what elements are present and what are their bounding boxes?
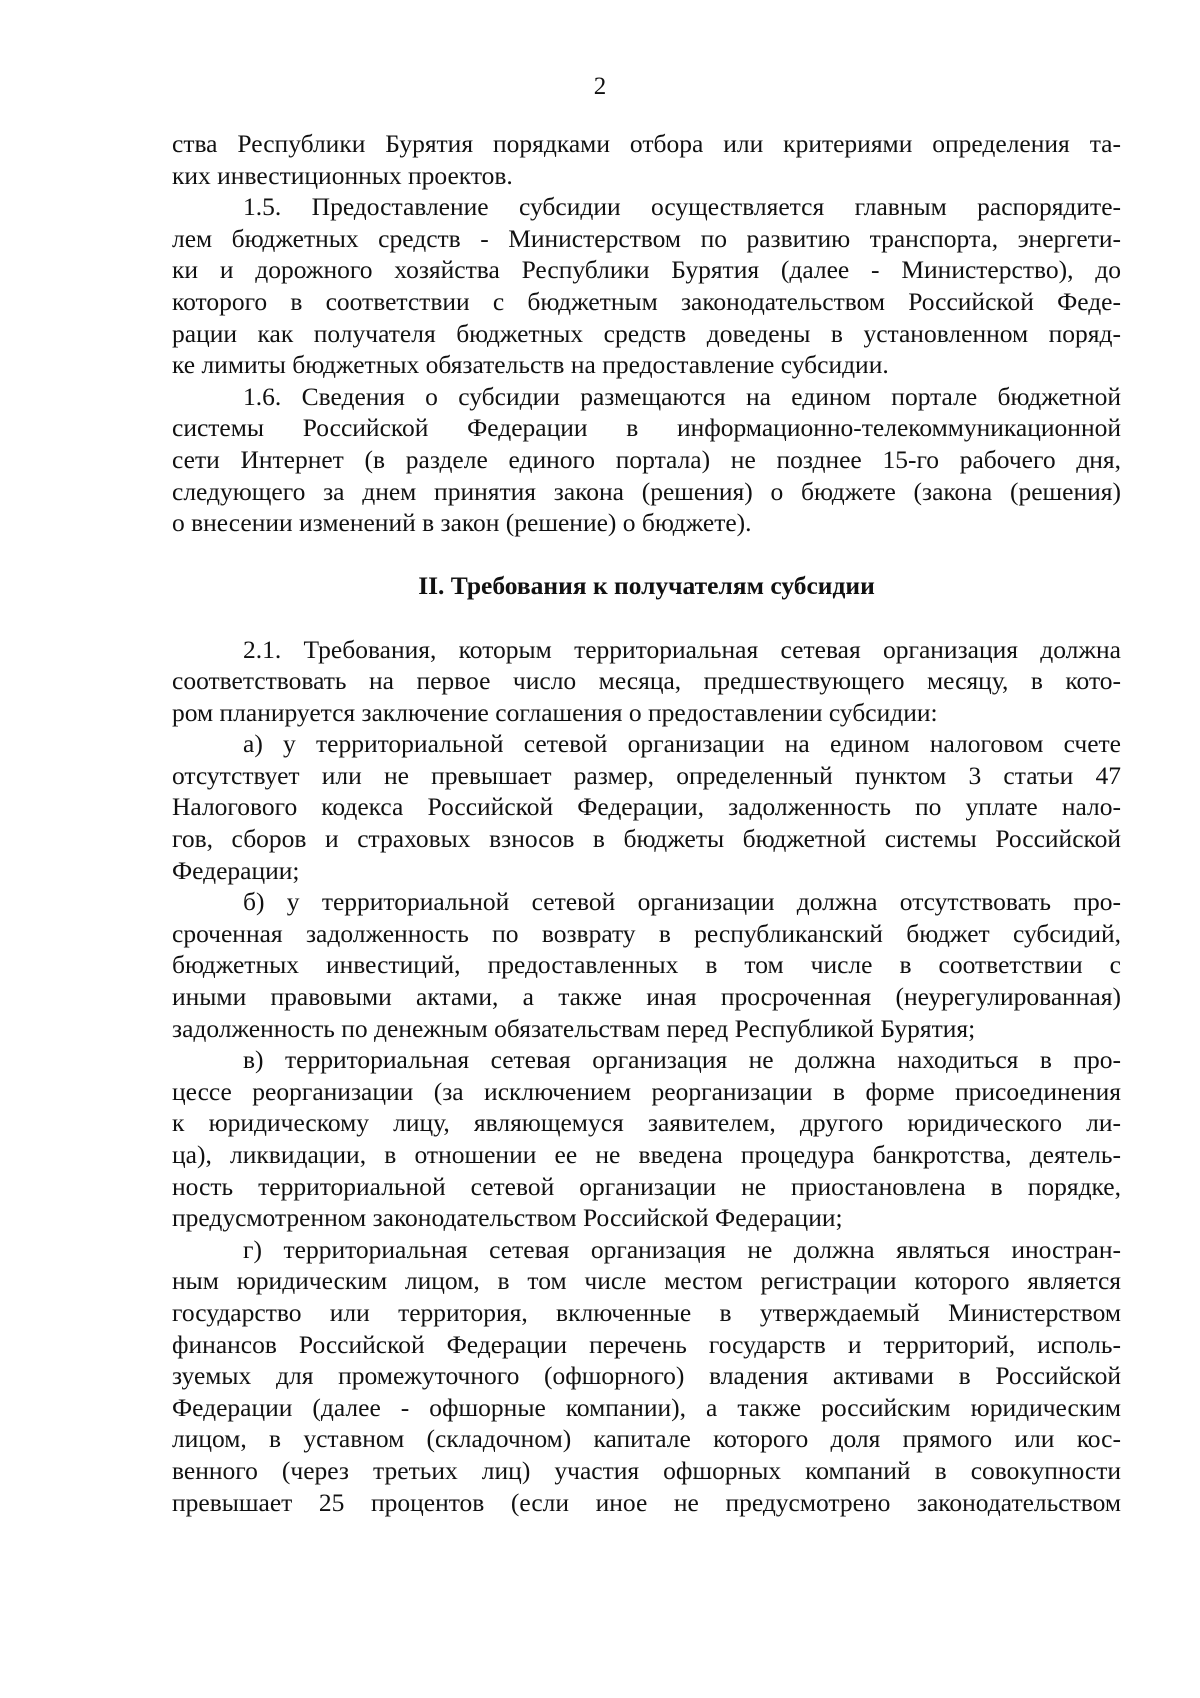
page-number: 2 (593, 73, 607, 100)
text-line: в) территориальная сетевая организация не должна находиться в про- (243, 1045, 1121, 1075)
text-line: Налогового кодекса Российской Федерации, задолженность по уплате нало- (172, 792, 1121, 822)
list-item-b (172, 886, 1121, 1044)
text-line: ность территориальной сетевой организации не приостановлена в порядке, (172, 1171, 1121, 1201)
text-line: венного (через третьих лиц) участия офшорных компаний в совокупности (172, 1455, 1121, 1485)
text-line: 1.6. Сведения о субсидии размещаются на едином портале бюджетной (243, 381, 1121, 411)
text-line: ства Республики Бурятия порядками отбора или критериями определения та- (172, 129, 1121, 158)
text-line: к юридическому лицу, являющемуся заявителем, другого юридического ли- (172, 1108, 1121, 1138)
paragraph-1-6 (172, 381, 1121, 539)
text-line: сроченная задолженность по возврату в республиканский бюджет субсидий, (172, 918, 1121, 948)
paragraph-1-5 (172, 191, 1121, 381)
text-line: ки и дорожного хозяйства Республики Бурятия (далее - Министерство), до (172, 255, 1121, 285)
text-line: г) территориальная сетевая организация не должна являться иностран- (243, 1234, 1121, 1264)
text-line: Федерации (далее - офшорные компании), а также российским юридическим (172, 1392, 1121, 1422)
text-line: государство или территория, включенные в утверждаемый Министерством (172, 1297, 1121, 1327)
text-line: системы Российской Федерации в информационно-телекоммуникационной (172, 413, 1121, 443)
paragraph-continuation (172, 128, 1121, 191)
text-line: ке лимиты бюджетных обязательств на предоставление субсидии. (172, 350, 889, 380)
text-line: превышает 25 процентов (если иное не предусмотрено законодательством (172, 1487, 1121, 1517)
text-line: ца), ликвидации, в отношении ее не введена процедура банкротства, деятель- (172, 1140, 1121, 1169)
text-line: цессе реорганизации (за исключением реорганизации в форме присоединения (172, 1076, 1121, 1106)
text-line: 1.5. Предоставление субсидии осуществляется главным распорядите- (243, 192, 1121, 222)
text-line: б) у территориальной сетевой организации должна отсутствовать про- (243, 887, 1121, 917)
section-heading: II. Требования к получателям субсидии (418, 571, 875, 601)
text-line: 2.1. Требования, которым территориальная сетевая организация должна (243, 634, 1121, 664)
text-line: гов, сборов и страховых взносов в бюджеты бюджетной системы Российской (172, 824, 1121, 854)
list-item-v (172, 1044, 1121, 1234)
text-line: ких инвестиционных проектов. (172, 160, 513, 190)
text-line: лицом, в уставном (складочном) капитале которого доля прямого или кос- (172, 1424, 1121, 1454)
list-item-g (172, 1234, 1121, 1518)
text-line: которого в соответствии с бюджетным законодательством Российской Феде- (172, 286, 1121, 316)
spacer (172, 539, 1121, 571)
text-line: рации как получателя бюджетных средств доведены в установленном поряд- (172, 318, 1121, 348)
spacer (172, 602, 1121, 634)
text-line: соответствовать на первое число месяца, предшествующего месяцу, в кото- (172, 666, 1121, 696)
text-line: о внесении изменений в закон (решение) о бюджете). (172, 508, 752, 538)
text-line: иными правовыми актами, а также иная просроченная (неурегулированная) (172, 982, 1121, 1012)
text-line: Федерации; (172, 855, 300, 885)
text-line: задолженность по денежным обязательствам перед Республикой Бурятия; (172, 1013, 976, 1043)
text-line: сети Интернет (в разделе единого портала) не позднее 15-го рабочего дня, (172, 444, 1121, 474)
text-line: следующего за днем принятия закона (решения) о бюджете (закона (решения) (172, 476, 1121, 506)
text-line: ным юридическим лицом, в том числе местом регистрации которого является (172, 1266, 1121, 1296)
text-line: финансов Российской Федерации перечень государств и территорий, исполь- (172, 1329, 1121, 1359)
text-line: зуемых для промежуточного (офшорного) владения активами в Российской (172, 1361, 1121, 1391)
text-line: ром планируется заключение соглашения о предоставлении субсидии: (172, 697, 938, 727)
text-line: а) у территориальной сетевой организации на едином налоговом счете (243, 729, 1121, 759)
document-body (172, 128, 1121, 1518)
text-line: отсутствует или не превышает размер, определенный пунктом 3 статьи 47 (172, 760, 1121, 790)
text-line: бюджетных инвестиций, предоставленных в том числе в соответствии с (172, 950, 1121, 980)
text-line: предусмотренном законодательством Российской Федерации; (172, 1203, 843, 1233)
text-line: лем бюджетных средств - Министерством по развитию транспорта, энергети- (172, 223, 1121, 253)
list-item-a (172, 728, 1121, 886)
paragraph-2-1 (172, 634, 1121, 729)
